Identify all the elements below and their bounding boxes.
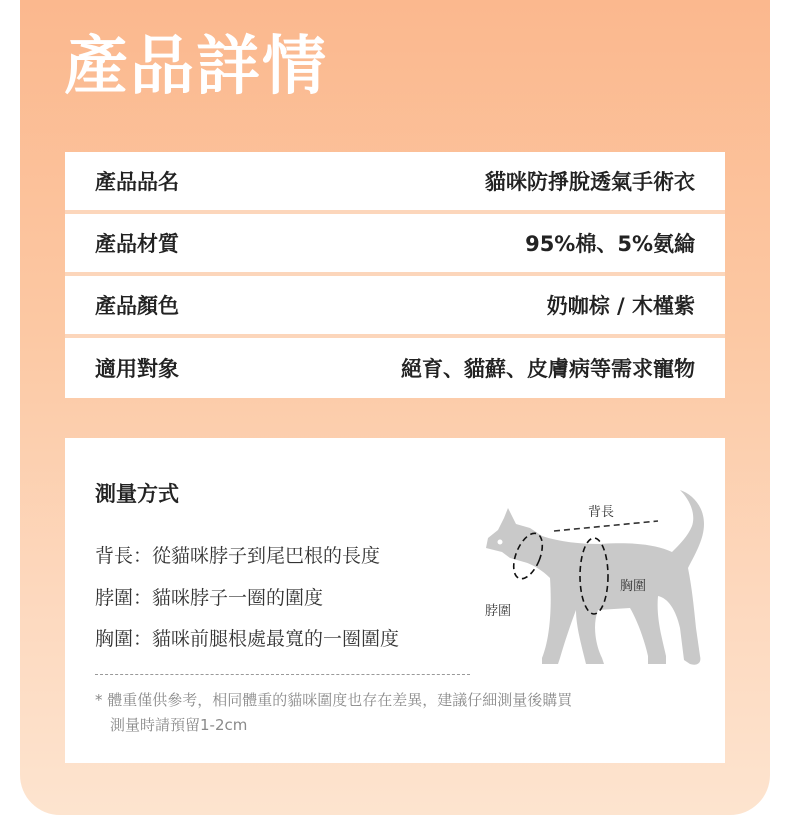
diagram-label-neck: 脖圍 (485, 604, 512, 619)
cat-diagram-icon (480, 478, 710, 678)
measurement-card (65, 438, 725, 763)
measure-neck: 脖圍：貓咪脖子一圈的圍度 (95, 587, 324, 609)
spec-value: 95%棉、5%氨綸 (525, 232, 695, 256)
measure-back-length: 背長：從貓咪脖子到尾巴根的長度 (95, 545, 381, 567)
note-text (95, 688, 695, 738)
spec-value: 奶咖棕 / 木槿紫 (546, 294, 695, 318)
diagram-label-back: 背長 (588, 505, 615, 520)
note-line-1: * 體重僅供參考，相同體重的貓咪圍度也存在差異，建議仔細測量後購買 (95, 691, 573, 709)
spec-row-name (65, 152, 725, 214)
spec-label: 適用對象 (95, 357, 179, 381)
note-line-2: 測量時請預留1-2cm (110, 716, 248, 734)
measurement-title: 測量方式 (95, 482, 179, 506)
spec-label: 產品材質 (95, 232, 179, 256)
spec-label: 產品顏色 (95, 294, 179, 318)
spec-row-color (65, 276, 725, 338)
spec-row-material (65, 214, 725, 276)
spec-row-target (65, 338, 725, 398)
diagram-label-chest: 胸圍 (620, 579, 647, 594)
spec-table (65, 152, 725, 398)
dashed-divider (95, 674, 470, 675)
spec-label: 產品品名 (95, 170, 179, 194)
spec-value: 絕育、貓蘚、皮膚病等需求寵物 (401, 357, 695, 381)
page-title: 產品詳情 (64, 30, 328, 104)
spec-value: 貓咪防掙脫透氣手術衣 (485, 170, 695, 194)
measure-chest: 胸圍：貓咪前腿根處最寬的一圈圍度 (95, 628, 400, 650)
